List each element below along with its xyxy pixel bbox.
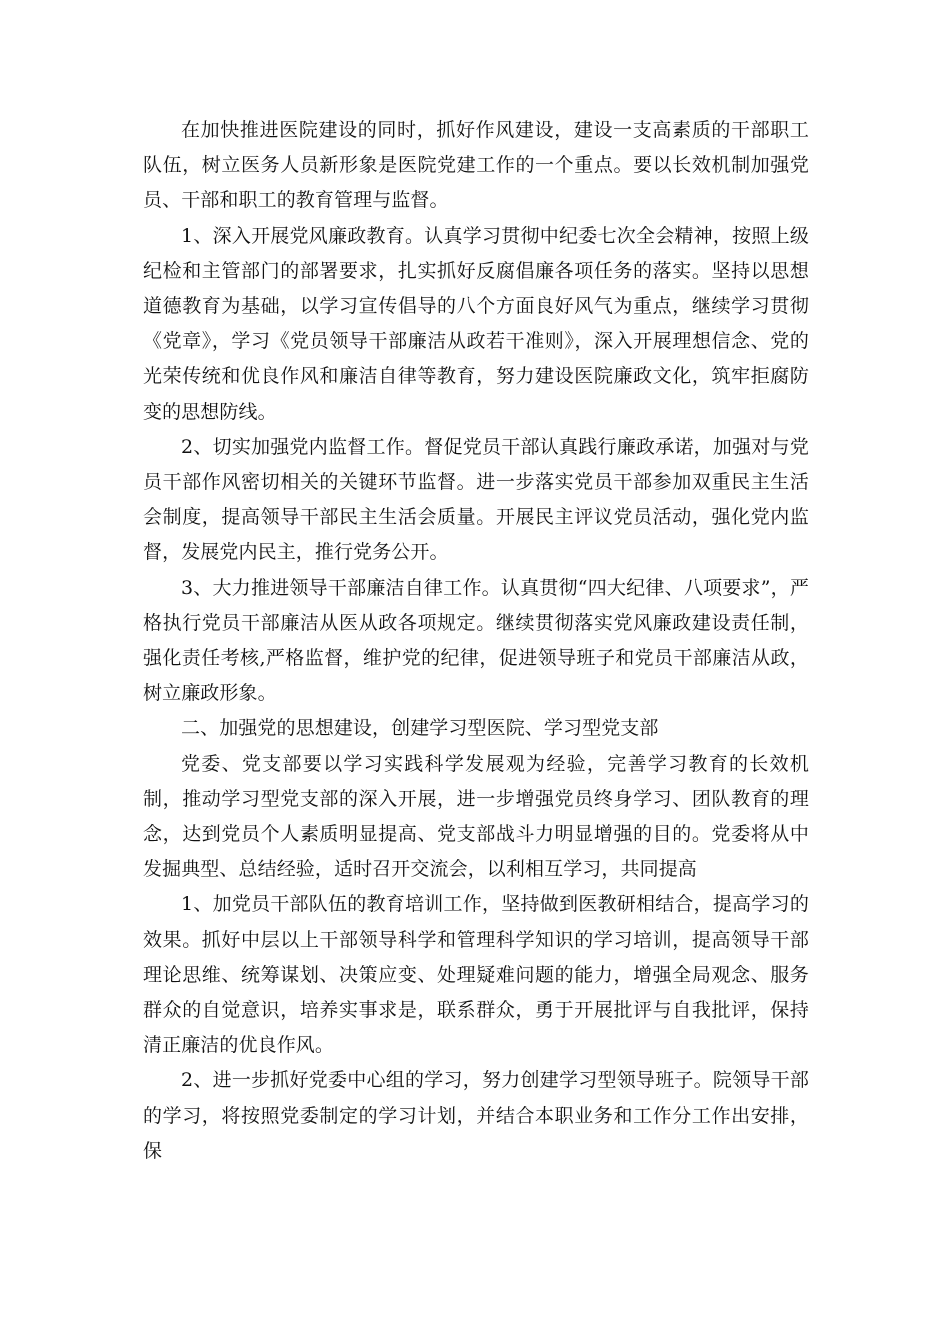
paragraph-party-integrity-education: 1、深入开展党风廉政教育。认真学习贯彻中纪委七次全会精神，按照上级纪检和主管部门的部署要求，扎实抓好反腐倡廉各项任务的落实。坚持以思想道德教育为基础，以学习宣传倡导的八个方面良好风气为重点，继续学习贯彻《党章》，学习《党员领导干部廉洁从政若干准则》，深入开展理想信念、党的光荣传统和优良作风和廉洁自律等教育，努力建设医院廉政文化，筑牢拒腐防变的思想防线。: [143, 224, 809, 423]
document-body: [143, 113, 809, 1169]
paragraph-internal-supervision: 2、切实加强党内监督工作。督促党员干部认真践行廉政承诺，加强对与党员干部作风密切相关的关键环节监督。进一步落实党员干部参加双重民主生活会制度，提高领导干部民主生活会质量。开展民主评议党员活动，强化党内监督，发展党内民主，推行党务公开。: [143, 435, 809, 564]
paragraph-intro: 在加快推进医院建设的同时，抓好作风建设，建设一支高素质的干部职工队伍，树立医务人员新形象是医院党建工作的一个重点。要以长效机制加强党员、干部和职工的教育管理与监督。: [143, 119, 809, 212]
paragraph-learning-mechanism: 党委、党支部要以学习实践科学发展观为经验，完善学习教育的长效机制，推动学习型党支部的深入开展，进一步增强党员终身学习、团队教育的理念，达到党员个人素质明显提高、党支部战斗力明显增强的目的。党委将从中发掘典型、总结经验，适时召开交流会，以利相互学习，共同提高: [143, 752, 809, 881]
section-heading-ideological-building: 二、加强党的思想建设，创建学习型医院、学习型党支部: [181, 717, 659, 740]
paragraph-self-discipline: 3、大力推进领导干部廉洁自律工作。认真贯彻“四大纪律、八项要求”，严格执行党员干部廉洁从医从政各项规定。继续贯彻落实党风廉政建设责任制，强化责任考核,严格监督，维护党的纪律，促进领导班子和党员干部廉洁从政，树立廉政形象。: [143, 576, 809, 705]
paragraph-cadre-training: 1、加党员干部队伍的教育培训工作，坚持做到医教研相结合，提高学习的效果。抓好中层以上干部领导科学和管理科学知识的学习培训，提高领导干部理论思维、统筹谋划、决策应变、处理疑难问题的能力，增强全局观念、服务群众的自觉意识，培养实事求是，联系群众，勇于开展批评与自我批评，保持清正廉洁的优良作风。: [143, 893, 809, 1057]
paragraph-central-group-study: 2、进一步抓好党委中心组的学习，努力创建学习型领导班子。院领导干部的学习，将按照党委制定的学习计划，并结合本职业务和工作分工作出安排，保: [143, 1069, 809, 1162]
